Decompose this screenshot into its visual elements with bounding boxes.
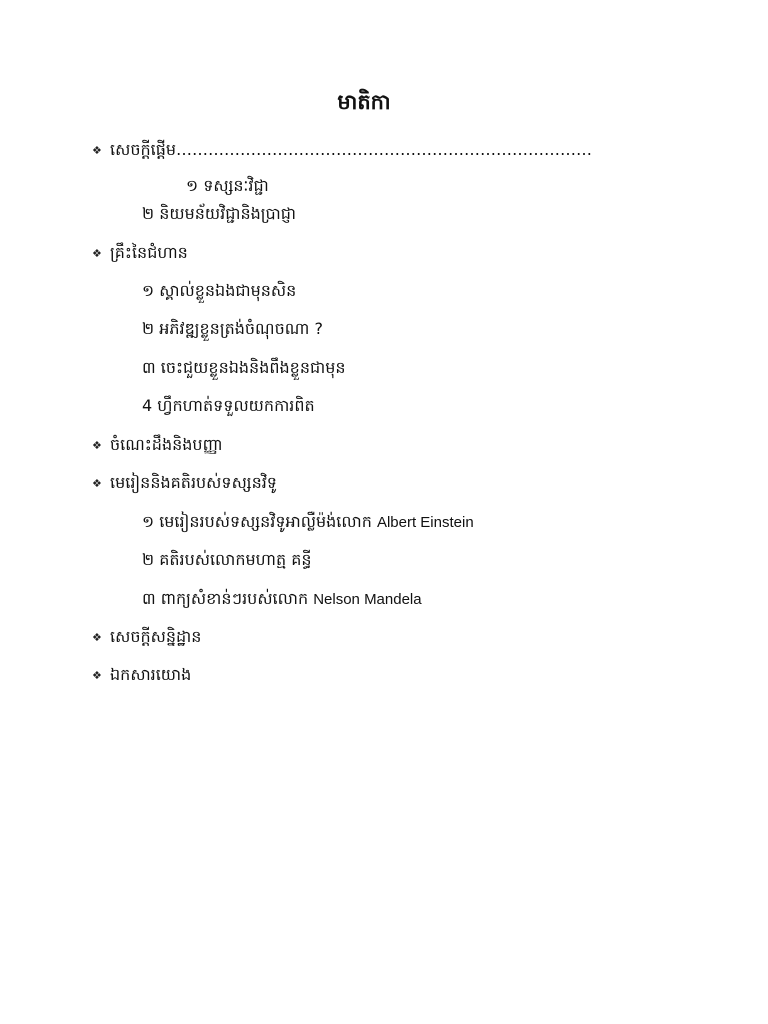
toc-subentry-self-help [142,355,346,381]
diamond-bullet-icon: ❖ [92,438,102,452]
toc-subentry-develop-self [142,316,323,342]
toc-subentry-label: ២ គតិរបស់លោកមហាត្ម គន្ធី [142,550,312,569]
toc-entry-label: សេចក្តីផ្តើម [110,140,177,159]
toc-subentry-definition [142,201,296,227]
toc-leader-dots: …………………………………………………………………… [176,140,593,159]
toc-entry-lessons [92,470,277,497]
toc-subentry-latin-name: Albert Einstein [376,514,474,531]
diamond-bullet-icon: ❖ [92,630,102,644]
toc-entry-label: ឯកសារយោង [110,665,192,684]
toc-subentry-accept-truth [142,393,315,419]
diamond-bullet-icon: ❖ [92,476,102,490]
toc-entry-label: មេរៀននិងគតិរបស់ទស្សនវិទូ [110,473,277,492]
toc-entry-foundations [92,240,188,267]
toc-subentry-label: ៣ ចេះជួយខ្លួនឯងនិងពឹងខ្លួនជាមុន [142,358,346,377]
toc-subentry-gandhi [142,547,312,573]
toc-entry-conclusion [92,624,201,651]
toc-subentry-label: ២ អភិវឌ្ឍខ្លួនត្រង់ចំណុចណា ? [142,319,323,338]
diamond-bullet-icon: ❖ [92,668,102,682]
toc-subentry-label: ១ មេរៀនរបស់ទស្សនវិទូអាល្លឺម៉ង់លោក [142,512,372,531]
toc-title: មាតិកា [337,90,391,114]
toc-subentry-label: 4 ហ្វឹកហាត់ទទួលយកការពិត [142,396,315,415]
toc-entry-references [92,662,191,689]
toc-subentry-einstein [142,509,474,536]
toc-subentry-philosophy [186,173,269,199]
toc-entry-introduction [92,137,592,164]
toc-subentry-know-yourself [142,278,296,304]
toc-subentry-latin-name: Nelson Mandela [313,591,422,608]
diamond-bullet-icon: ❖ [92,143,102,157]
toc-subentry-label: ៣ ពាក្យសំខាន់ៗរបស់លោក [142,589,309,608]
toc-entry-label: សេចក្តីសន្និដ្ឋាន [110,627,202,646]
toc-entry-knowledge [92,432,223,459]
toc-subentry-mandela [142,586,422,613]
toc-subentry-label: ២ និយមន័យវិជ្ជានិងប្រាជ្ញា [142,204,296,223]
toc-subentry-label: ១ ស្គាល់ខ្លួនឯងជាមុនសិន [142,281,297,300]
toc-entry-label: គ្រឹះនៃជំហាន [110,243,188,262]
diamond-bullet-icon: ❖ [92,246,102,260]
toc-subentry-label: ១ ទស្សនៈវិជ្ជា [186,176,269,195]
toc-entry-label: ចំណេះដឹងនិងបញ្ញា [110,435,223,454]
